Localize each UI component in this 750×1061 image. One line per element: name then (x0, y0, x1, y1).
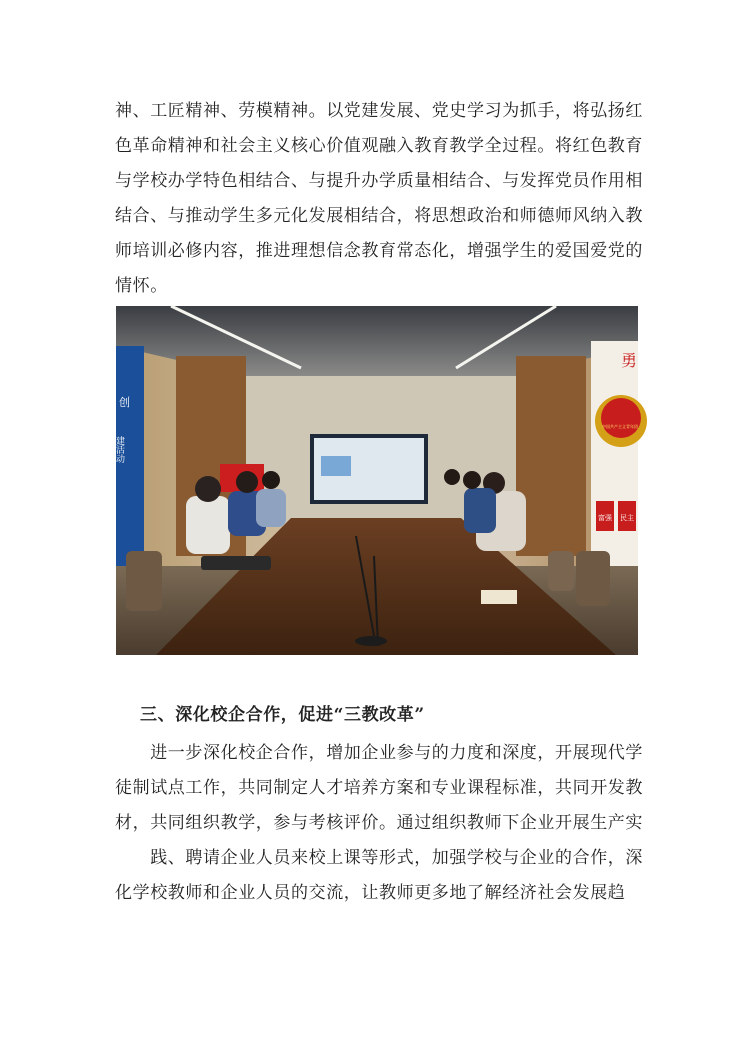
text-line: 与学校办学特色相结合、与提升办学质量相结合、与发挥党员作用相 (115, 171, 643, 191)
text-line: 结合、与推动学生多元化发展相结合，将思想政治和师德师风纳入教 (115, 206, 643, 226)
badge-text: 中国共产主义青年团 (602, 424, 638, 429)
left-board-text-2: 建活动 (114, 436, 124, 463)
text-line: 材，共同组织教学，参与考核评价。通过组织教师下企业开展生产实 (115, 813, 643, 833)
paragraph-1 (115, 94, 643, 304)
tile-1-text: 富强 (598, 514, 612, 522)
text-line: 践、聘请企业人员来校上课等形式，加强学校与企业的合作，深 (115, 848, 643, 868)
right-board-text: 勇 (621, 351, 638, 370)
text-line: 神、工匠精神、劳模精神。以党建发展、党史学习为抓手，将弘扬红 (115, 101, 643, 121)
meeting-room-photo (116, 306, 638, 655)
section-heading: 三、深化校企合作，促进“三教改革” (140, 705, 425, 725)
text-line: 师培训必修内容，推进理想信念教育常态化，增强学生的爱国爱党的 (115, 241, 643, 261)
text-line: 色革命精神和社会主义核心价值观融入教育教学全过程。将红色教育 (115, 136, 643, 156)
text-line: 化学校教师和企业人员的交流，让教师更多地了解经济社会发展趋 (115, 883, 626, 903)
paragraph-2 (115, 736, 643, 911)
text-line: 情怀。 (115, 276, 168, 296)
text-line: 徒制试点工作，共同制定人才培养方案和专业课程标准，共同开发教 (115, 778, 643, 798)
text-line: 进一步深化校企合作，增加企业参与的力度和深度，开展现代学 (115, 743, 643, 763)
left-board-text: 创 (119, 396, 130, 409)
tile-2-text: 民主 (620, 514, 634, 522)
